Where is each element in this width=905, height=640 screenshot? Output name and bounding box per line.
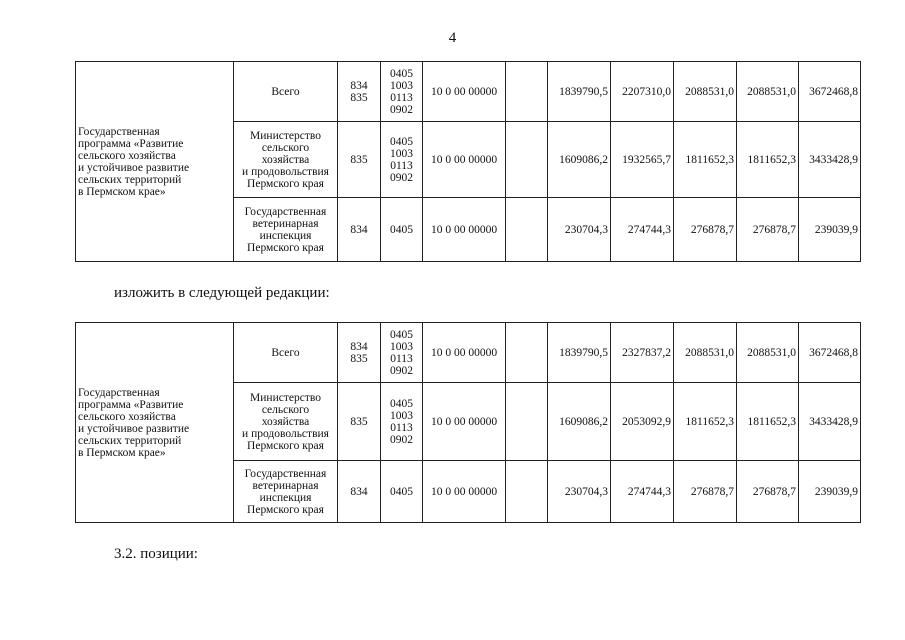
value-cell: 3672468,8 bbox=[799, 62, 861, 122]
value-cell: 274744,3 bbox=[611, 198, 674, 262]
value-cell: 1932565,7 bbox=[611, 122, 674, 198]
value-cell: 274744,3 bbox=[611, 461, 674, 523]
value-cell: 1609086,2 bbox=[548, 122, 611, 198]
target-code-cell: 10 0 00 00000 bbox=[423, 461, 506, 523]
value-cell: 1609086,2 bbox=[548, 383, 611, 461]
value-cell: 1811652,3 bbox=[737, 122, 799, 198]
admin-cell: Всего bbox=[234, 62, 338, 122]
admin-code-cell: 834 835 bbox=[338, 323, 381, 383]
expense-type-cell bbox=[506, 461, 548, 523]
value-cell: 1811652,3 bbox=[674, 383, 737, 461]
program-name-cell: Государственная программа «Развитие сельского хозяйства и устойчивое развитие сельских территорий в Пермском крае» bbox=[76, 323, 234, 523]
value-cell: 3433428,9 bbox=[799, 122, 861, 198]
section-code-cell: 0405 1003 0113 0902 bbox=[381, 62, 423, 122]
page-number: 4 bbox=[448, 30, 457, 46]
target-code-cell: 10 0 00 00000 bbox=[423, 323, 506, 383]
admin-cell: Министерство сельского хозяйства и продовольствия Пермского края bbox=[234, 122, 338, 198]
section-code-cell: 0405 bbox=[381, 461, 423, 523]
section-code-cell: 0405 1003 0113 0902 bbox=[381, 122, 423, 198]
value-cell: 1839790,5 bbox=[548, 323, 611, 383]
expense-type-cell bbox=[506, 323, 548, 383]
admin-code-cell: 835 bbox=[338, 122, 381, 198]
value-cell: 2088531,0 bbox=[674, 62, 737, 122]
value-cell: 239039,9 bbox=[799, 198, 861, 262]
value-cell: 2088531,0 bbox=[737, 62, 799, 122]
value-cell: 2053092,9 bbox=[611, 383, 674, 461]
value-cell: 1839790,5 bbox=[548, 62, 611, 122]
admin-code-cell: 834 835 bbox=[338, 62, 381, 122]
admin-code-cell: 834 bbox=[338, 198, 381, 262]
section-code-cell: 0405 bbox=[381, 198, 423, 262]
section-heading: 3.2. позиции: bbox=[114, 546, 198, 562]
value-cell: 1811652,3 bbox=[674, 122, 737, 198]
target-code-cell: 10 0 00 00000 bbox=[423, 122, 506, 198]
value-cell: 1811652,3 bbox=[737, 383, 799, 461]
target-code-cell: 10 0 00 00000 bbox=[423, 62, 506, 122]
value-cell: 239039,9 bbox=[799, 461, 861, 523]
table-row bbox=[76, 62, 861, 122]
program-name-cell: Государственная программа «Развитие сельского хозяйства и устойчивое развитие сельских территорий в Пермском крае» bbox=[76, 62, 234, 262]
admin-cell: Государственная ветеринарная инспекция Пермского края bbox=[234, 461, 338, 523]
value-cell: 276878,7 bbox=[737, 198, 799, 262]
expense-type-cell bbox=[506, 198, 548, 262]
budget-table-old bbox=[75, 61, 861, 262]
admin-code-cell: 834 bbox=[338, 461, 381, 523]
value-cell: 2327837,2 bbox=[611, 323, 674, 383]
expense-type-cell bbox=[506, 62, 548, 122]
admin-code-cell: 835 bbox=[338, 383, 381, 461]
value-cell: 2088531,0 bbox=[674, 323, 737, 383]
target-code-cell: 10 0 00 00000 bbox=[423, 383, 506, 461]
value-cell: 276878,7 bbox=[674, 198, 737, 262]
section-code-cell: 0405 1003 0113 0902 bbox=[381, 323, 423, 383]
value-cell: 276878,7 bbox=[674, 461, 737, 523]
target-code-cell: 10 0 00 00000 bbox=[423, 198, 506, 262]
section-code-cell: 0405 1003 0113 0902 bbox=[381, 383, 423, 461]
admin-cell: Министерство сельского хозяйства и продовольствия Пермского края bbox=[234, 383, 338, 461]
value-cell: 2207310,0 bbox=[611, 62, 674, 122]
value-cell: 3433428,9 bbox=[799, 383, 861, 461]
value-cell: 3672468,8 bbox=[799, 323, 861, 383]
expense-type-cell bbox=[506, 383, 548, 461]
amend-instruction: изложить в следующей редакции: bbox=[114, 285, 330, 301]
admin-cell: Всего bbox=[234, 323, 338, 383]
expense-type-cell bbox=[506, 122, 548, 198]
admin-cell: Государственная ветеринарная инспекция Пермского края bbox=[234, 198, 338, 262]
budget-table-new bbox=[75, 322, 861, 523]
table-row bbox=[76, 323, 861, 383]
value-cell: 230704,3 bbox=[548, 198, 611, 262]
value-cell: 276878,7 bbox=[737, 461, 799, 523]
value-cell: 2088531,0 bbox=[737, 323, 799, 383]
value-cell: 230704,3 bbox=[548, 461, 611, 523]
